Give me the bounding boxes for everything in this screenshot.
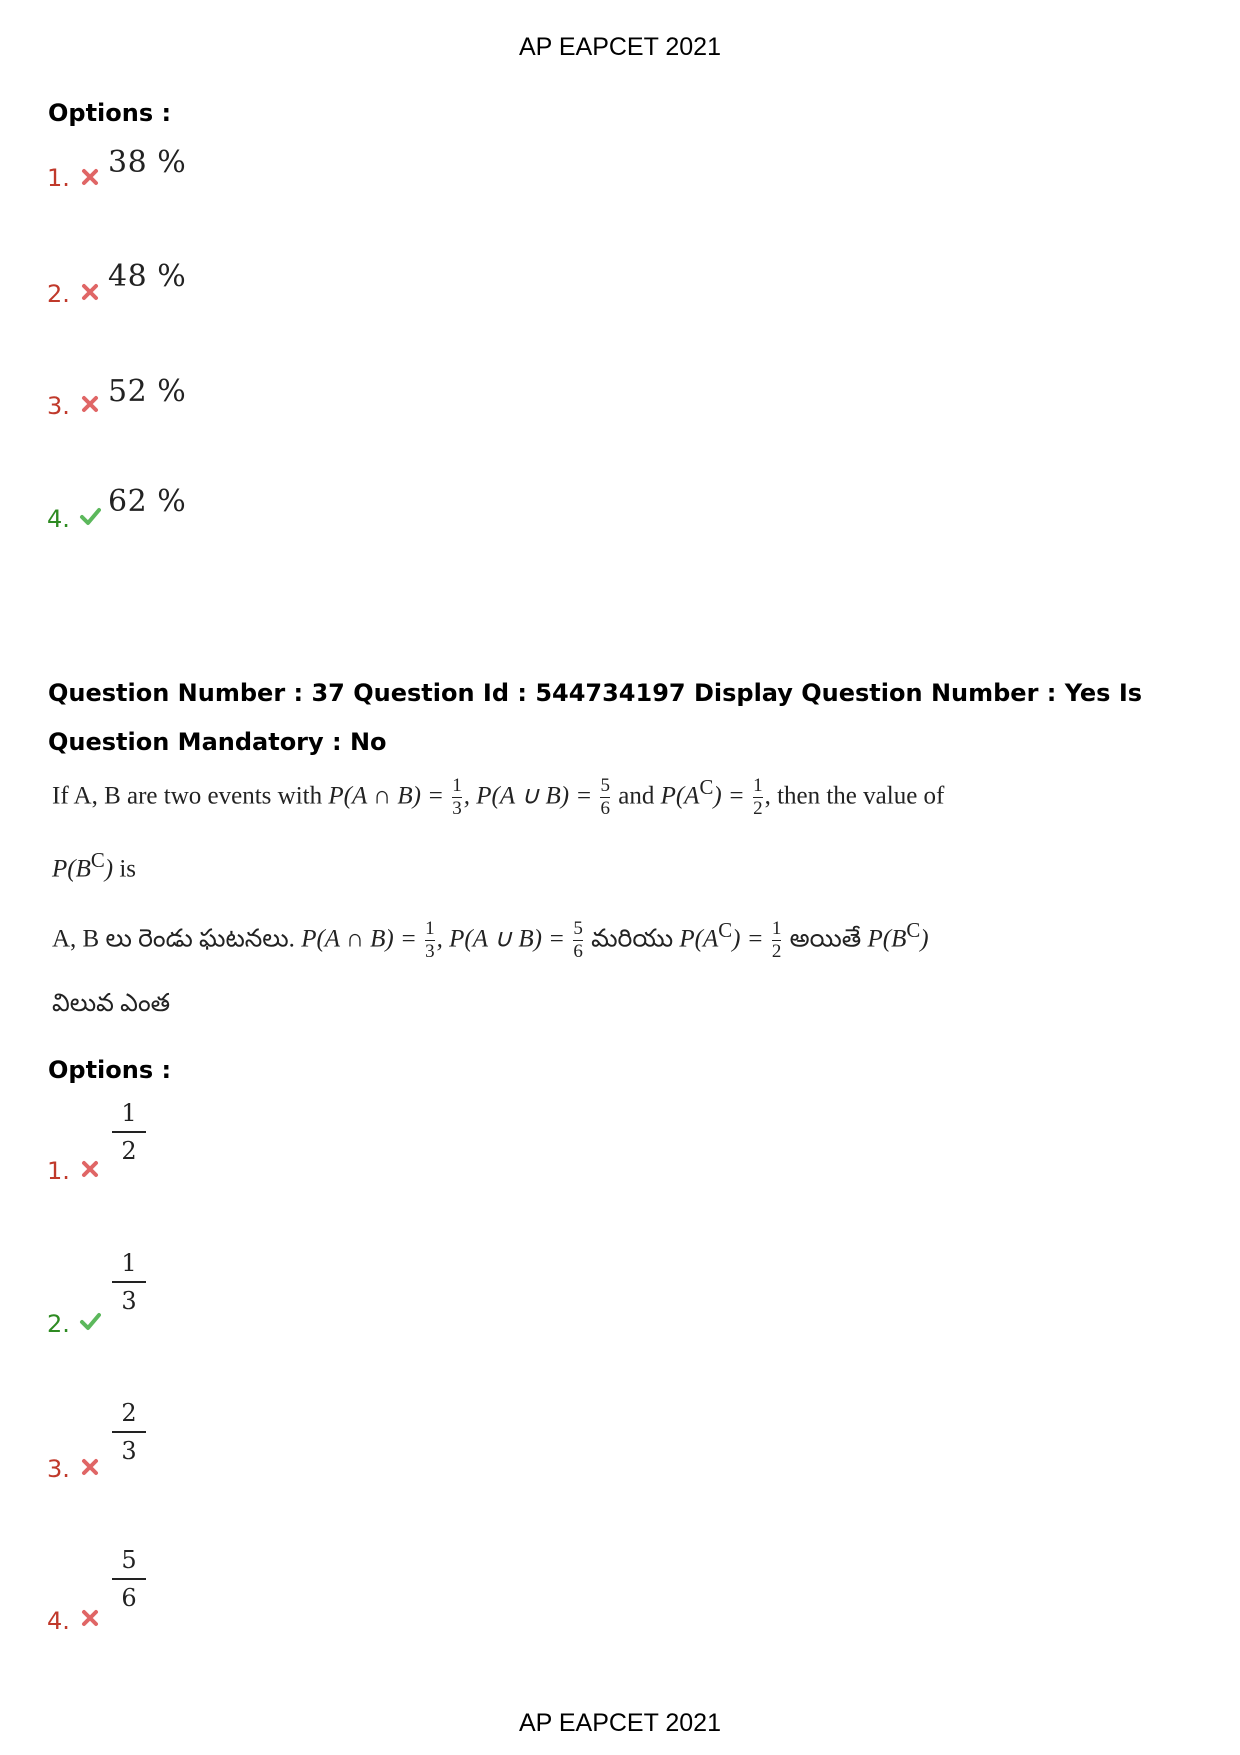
denominator: 6 [600, 798, 610, 820]
option-number: 1. [47, 164, 70, 192]
math-span: P(A [660, 782, 700, 810]
fraction [772, 919, 782, 963]
question-text-en [52, 775, 944, 819]
text-span: and [611, 782, 661, 810]
cross-icon [79, 281, 101, 303]
denominator: 2 [771, 941, 782, 963]
fraction-option [110, 1398, 148, 1466]
text-span: మరియు [584, 925, 680, 953]
denominator: 3 [121, 1437, 137, 1465]
text-span: అయితే [783, 925, 868, 953]
denominator: 6 [573, 941, 583, 963]
text-span: If A, B are two events with [52, 782, 329, 810]
numerator: 1 [771, 917, 782, 939]
text-span: is [113, 855, 137, 883]
denominator: 3 [452, 798, 462, 820]
math-span: ) = [732, 925, 764, 953]
cross-icon [79, 1158, 101, 1180]
denominator: 2 [121, 1137, 137, 1165]
option-text: 52 % [108, 374, 187, 409]
fraction [573, 919, 583, 963]
superscript: C [90, 848, 105, 872]
numerator: 1 [452, 774, 462, 796]
fraction-option [110, 1098, 148, 1166]
math-span: P(B [52, 855, 91, 883]
superscript: C [699, 775, 714, 799]
superscript: C [906, 918, 921, 942]
question-text-en-line2 [52, 848, 136, 883]
numerator: 5 [121, 1546, 137, 1574]
page-footer: AP EAPCET 2021 [519, 1709, 721, 1737]
cross-icon [79, 166, 101, 188]
denominator: 2 [753, 798, 763, 820]
fraction [600, 776, 610, 820]
fraction [452, 776, 462, 820]
math-span: ) = [713, 782, 745, 810]
numerator: 1 [753, 774, 763, 796]
option-text: 38 % [108, 145, 187, 180]
math-span: P(B [867, 925, 907, 953]
fraction-bar [112, 1431, 146, 1433]
question-text-te-line2: విలువ ఎంత [52, 990, 171, 1017]
check-icon [79, 505, 101, 527]
option-number: 4. [47, 1607, 70, 1635]
numerator: 1 [121, 1249, 137, 1277]
page-header: AP EAPCET 2021 [519, 33, 721, 61]
text-span: , then the value of [764, 782, 945, 810]
numerator: 1 [121, 1099, 137, 1127]
option-number: 2. [47, 1310, 70, 1338]
option-number: 4. [47, 505, 70, 533]
math-span: P(A ∩ B) = [328, 782, 445, 810]
fraction [753, 776, 763, 820]
math-span: P(A [679, 925, 719, 953]
question-header: Question Number : 37 Question Id : 544734197 Display Question Number : Yes Is Question Mandatory : No [48, 679, 1143, 756]
math-span: , P(A ∪ B) = [463, 782, 593, 810]
superscript: C [718, 918, 733, 942]
denominator: 6 [121, 1584, 137, 1612]
numerator: 1 [425, 917, 435, 939]
denominator: 3 [121, 1287, 137, 1315]
cross-icon [79, 393, 101, 415]
fraction-option [110, 1545, 148, 1613]
option-number: 1. [47, 1157, 70, 1185]
fraction-bar [112, 1578, 146, 1580]
fraction [425, 919, 435, 963]
option-number: 3. [47, 392, 70, 420]
fraction-option [110, 1248, 148, 1316]
option-text: 48 % [108, 259, 187, 294]
cross-icon [79, 1456, 101, 1478]
cross-icon [79, 1607, 101, 1629]
option-number: 3. [47, 1455, 70, 1483]
fraction-bar [112, 1131, 146, 1133]
numerator: 5 [573, 917, 583, 939]
option-text: 62 % [108, 484, 187, 519]
text-span: A, B లు రెండు ఘటనలు. [52, 925, 302, 953]
options-label: Options : [48, 99, 172, 127]
options-label: Options : [48, 1056, 172, 1084]
math-span: ) [920, 925, 929, 953]
numerator: 5 [600, 774, 610, 796]
numerator: 2 [121, 1399, 137, 1427]
math-span: , P(A ∪ B) = [436, 925, 566, 953]
check-icon [79, 1310, 101, 1332]
math-span: ) [104, 855, 114, 883]
question-text-te [52, 918, 929, 962]
denominator: 3 [425, 941, 435, 963]
option-number: 2. [47, 280, 70, 308]
fraction-bar [112, 1281, 146, 1283]
math-span: P(A ∩ B) = [301, 925, 417, 953]
